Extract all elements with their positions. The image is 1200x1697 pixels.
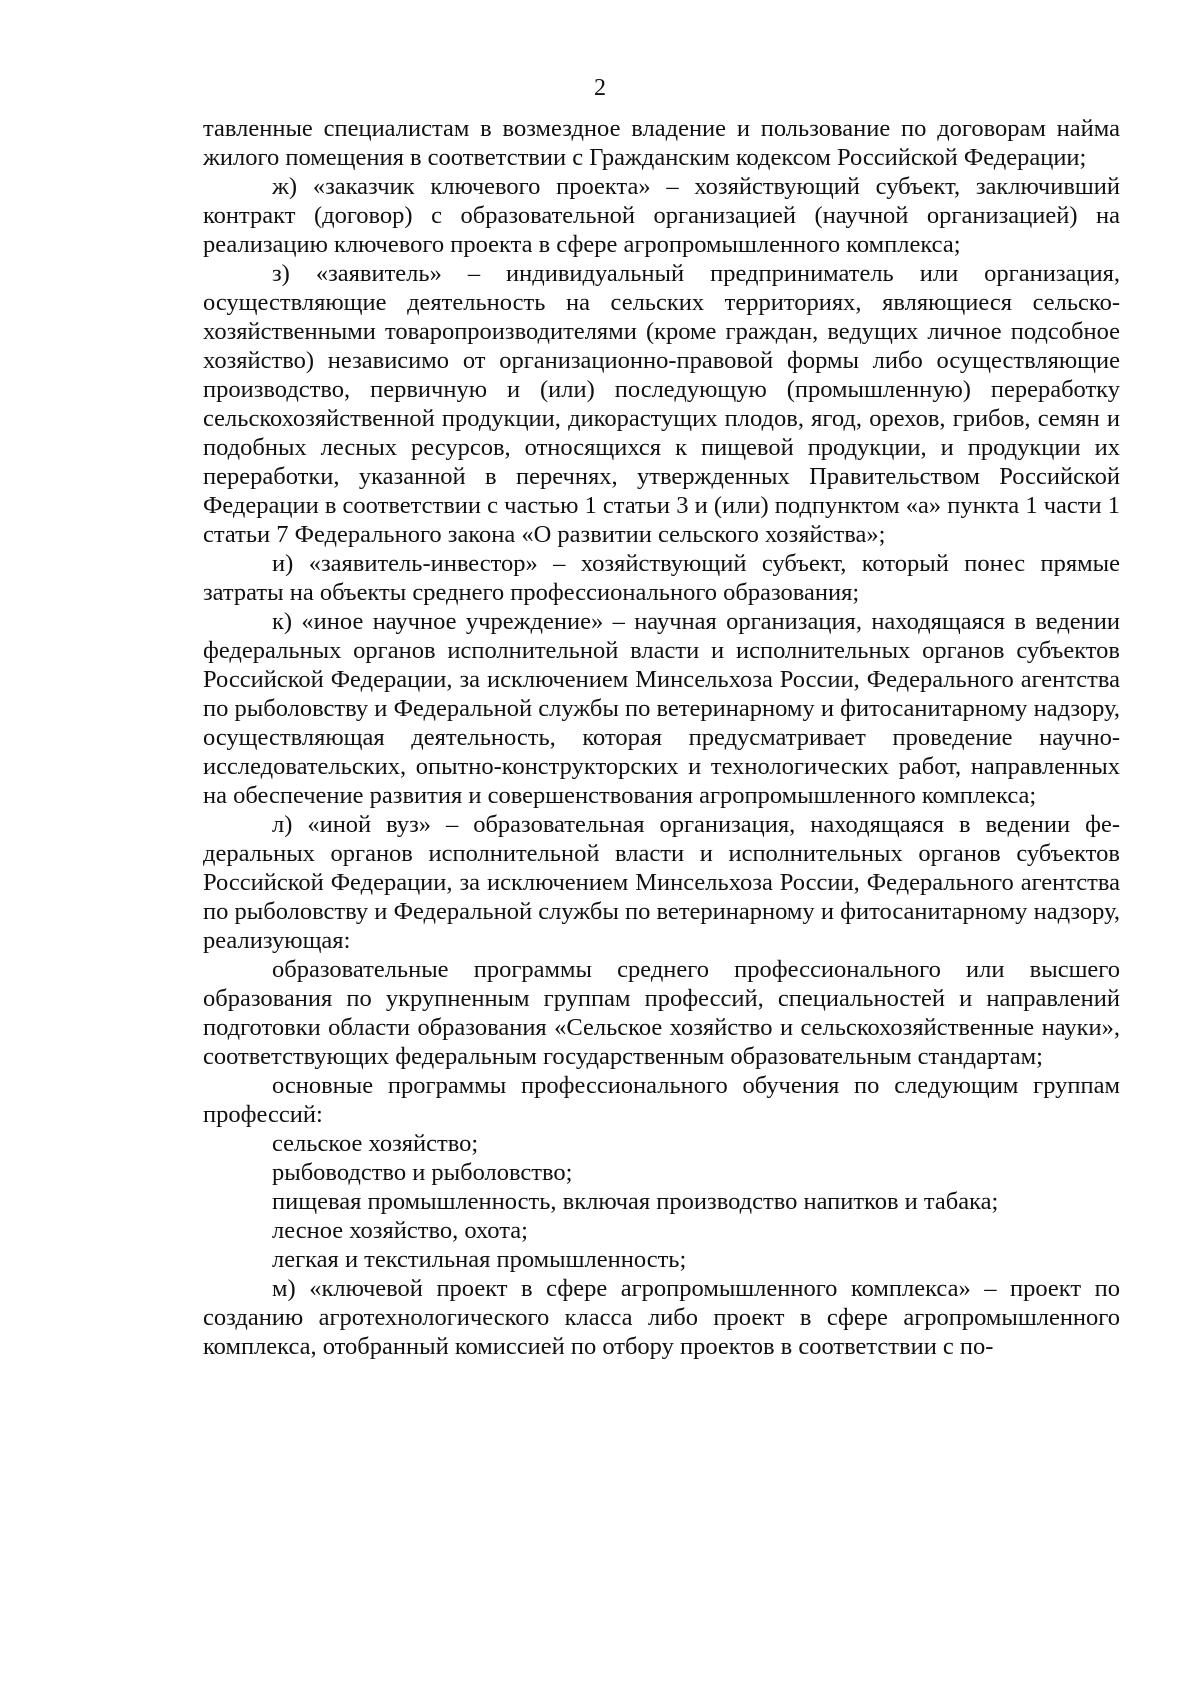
list-item-forestry: лесное хозяйство, охота; — [272, 1217, 528, 1244]
paragraph-item-zh: ж) «заказчик ключевого проекта» – хозяйствующий субъект, заключивший контракт (договор) с образовательной организацией (научной организацией) на реализацию ключевого проекта в сфере агропромышленного комплекса; — [203, 173, 1120, 258]
paragraph-item-k: к) «иное научное учреждение» – научная организация, находящаяся в ведении федеральных органов исполнительной власти и исполнительных органов субъектов Российской Федерации, за исключением Минсельхоза России, Федерального агентства по рыболовству и Федеральной службы по ветеринарному и фитосанитарному надзору, осуществляющая деятельность, которая предусматривает проведение научно-исследовательских, опытно-конструкторских и технологических работ, направленных на обеспечение развития и совершенствования агропромышленного комплекса; — [203, 608, 1120, 809]
list-item-agriculture: сельское хозяйство; — [272, 1130, 479, 1157]
paragraph-continuation: тавленные специалистам в возмездное владение и пользование по договорам найма жилого помещения в соответствии с Гражданским кодексом Российской Федерации; — [203, 115, 1120, 171]
paragraph-item-l: л) «иной вуз» – образовательная организация, находящаяся в ведении федеральных органов исполнительной власти и исполнительных органов субъектов Российской Федерации, за исключением Минсельхоза России, Федерального агентства по рыболовству и Федеральной службы по ветеринарному и фитосанитарному надзору, реализующая: — [203, 811, 1120, 954]
page-number: 2 — [594, 75, 606, 101]
paragraph-training-programs: основные программы профессионального обучения по следующим группам профессий: — [203, 1072, 1120, 1128]
paragraph-item-z: з) «заявитель» – индивидуальный предприниматель или организация, осуществляющие деятельность на сельских территориях, являющиеся сельскохозяйственными товаропроизводителями (кроме граждан, ведущих личное подсобное хозяйство) независимо от организационно-правовой формы либо осуществляющие производство, первичную и (или) последующую (промышленную) переработку сельскохозяйственной продукции, дикорастущих плодов, ягод, орехов, грибов, семян и подобных лесных ресурсов, относящихся к пищевой продукции, и продукции их переработки, указанной в перечнях, утвержденных Правительством Российской Федерации в соответствии с частью 1 статьи 3 и (или) подпунктом «а» пункта 1 части 1 статьи 7 Федерального закона «О развитии сельского хозяйства»; — [203, 260, 1120, 548]
paragraph-educational-programs: образовательные программы среднего профессионального или высшего образования по укрупненным группам профессий, специальностей и направлений подготовки области образования «Сельское хозяйство и сельскохозяйственные науки», соответствующих федеральным государственным образовательным стандартам; — [203, 956, 1120, 1070]
paragraph-item-i: и) «заявитель-инвестор» – хозяйствующий субъект, который понес прямые затраты на объекты среднего профессионального образования; — [203, 550, 1120, 606]
document-body — [203, 114, 1120, 1361]
paragraph-item-m: м) «ключевой проект в сфере агропромышленного комплекса» – проект по созданию агротехнологического класса либо проект в сфере агропромышленного комплекса, отобранный комиссией по отбору проектов в соответствии с по- — [203, 1275, 1120, 1360]
list-item-food-industry: пищевая промышленность, включая производство напитков и табака; — [272, 1188, 999, 1215]
list-item-light-industry: легкая и текстильная промышленность; — [272, 1246, 687, 1273]
list-item-fisheries: рыбоводство и рыболовство; — [272, 1159, 573, 1186]
